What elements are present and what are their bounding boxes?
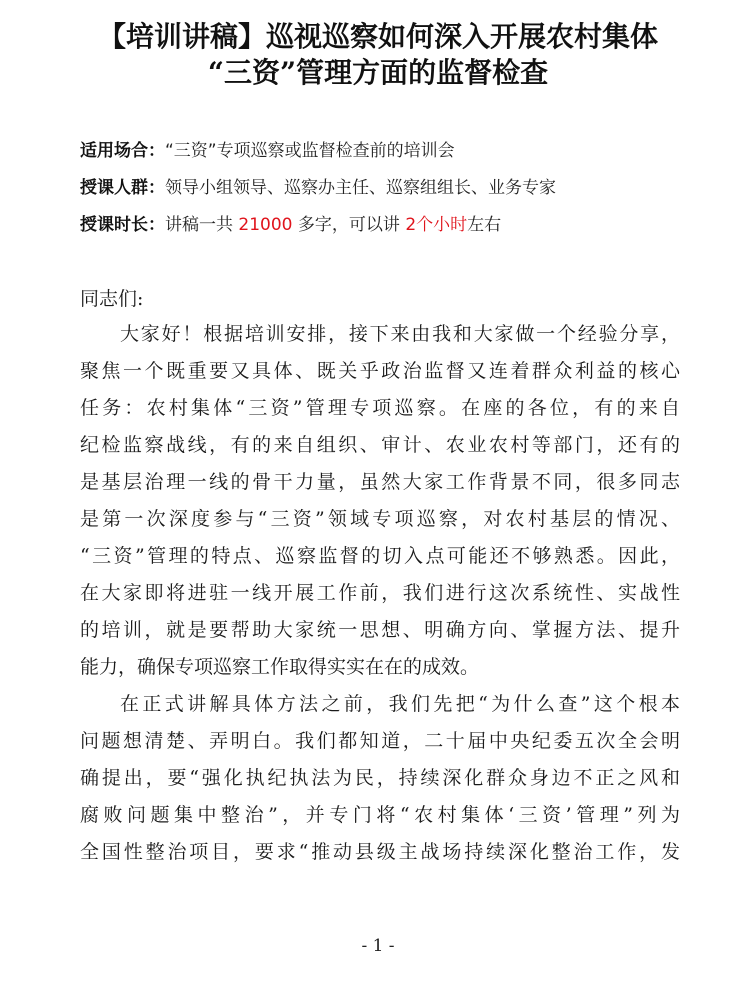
paragraph-2-line: 腐败问题集中整治”，并专门将“农村集体‘三资’管理”列为 <box>80 804 680 826</box>
meta-duration-text-1: 讲稿一共 <box>165 215 233 235</box>
meta-duration-text-2: 多字，可以讲 <box>297 215 400 235</box>
page-number: - 1 - <box>361 936 395 956</box>
paragraph-1-line: 是第一次深度参与“三资”领域专项巡察，对农村基层的情况、 <box>80 508 680 530</box>
paragraph-1-line: 的培训，就是要帮助大家统一思想、明确方向、掌握方法、提升 <box>80 619 680 641</box>
paragraph-2-line: 问题想清楚、弄明白。我们都知道，二十届中央纪委五次全会明 <box>80 730 680 752</box>
meta-duration-text-3: 左右 <box>467 215 502 235</box>
paragraph-1-line: 纪检监察战线，有的来自组织、审计、农业农村等部门，还有的 <box>80 434 680 456</box>
paragraph-2-line: 在正式讲解具体方法之前，我们先把“为什么查”这个根本 <box>120 693 680 715</box>
meta-occasion <box>80 139 700 163</box>
meta-audience <box>80 176 700 200</box>
paragraph-1-line: 是基层治理一线的骨干力量，虽然大家工作背景不同，很多同志 <box>80 471 680 493</box>
salutation: 同志们: <box>80 288 144 310</box>
meta-duration-wordcount: 21000 <box>238 215 293 235</box>
meta-occasion-value: “三资”专项巡察或监督检查前的培训会 <box>165 141 455 161</box>
meta-occasion-label: 适用场合： <box>80 141 165 161</box>
paragraph-1-line: 在大家即将进驻一线开展工作前，我们进行这次系统性、实战性 <box>80 582 680 604</box>
meta-audience-value: 领导小组领导、巡察办主任、巡察组组长、业务专家 <box>165 178 556 198</box>
document-title-line-2: “三资”管理方面的监督检查 <box>207 56 549 89</box>
paragraph-1-line: 能力，确保专项巡察工作取得实实在在的成效。 <box>80 656 480 678</box>
paragraph-2-line: 确提出，要“强化执纪执法为民，持续深化群众身边不正之风和 <box>80 767 680 789</box>
meta-duration-label: 授课时长： <box>80 215 165 235</box>
paragraph-1-line: 聚焦一个既重要又具体、既关乎政治监督又连着群众利益的核心 <box>80 360 680 382</box>
paragraph-1-line: “三资”管理的特点、巡察监督的切入点可能还不够熟悉。因此， <box>80 545 680 567</box>
meta-duration-hours: 2个小时 <box>405 215 468 235</box>
paragraph-1-line: 大家好！根据培训安排，接下来由我和大家做一个经验分享， <box>120 323 680 345</box>
paragraph-1-line: 任务：农村集体“三资”管理专项巡察。在座的各位，有的来自 <box>80 397 680 419</box>
paragraph-2-line: 全国性整治项目，要求“推动县级主战场持续深化整治工作，发 <box>80 841 680 863</box>
document-title-line-1: 【培训讲稿】巡视巡察如何深入开展农村集体 <box>97 20 658 53</box>
meta-audience-label: 授课人群： <box>80 178 165 198</box>
meta-duration <box>80 213 700 237</box>
